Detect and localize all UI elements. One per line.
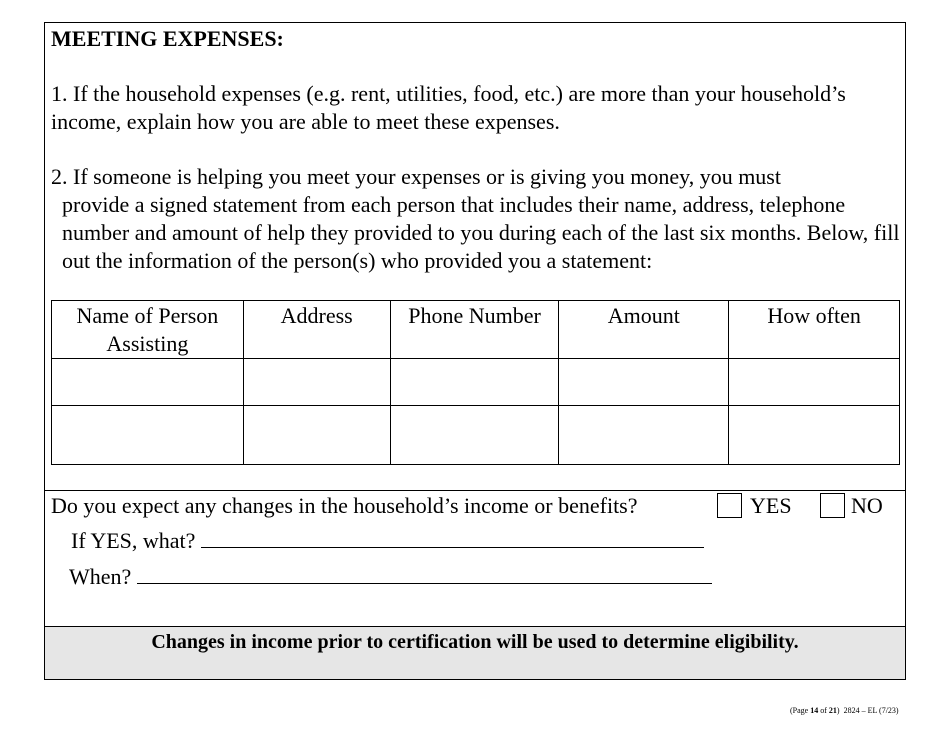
when-row: [69, 561, 712, 591]
form-frame: [44, 22, 906, 680]
address-cell[interactable]: [243, 406, 390, 465]
no-checkbox[interactable]: [820, 493, 845, 518]
instruction-item-1: 1. If the household expenses (e.g. rent, utilities, food, etc.) are more than your household’s income, explain how you are able to meet these expenses.: [51, 81, 846, 134]
if-yes-field[interactable]: [201, 525, 704, 548]
amount-cell[interactable]: [559, 406, 729, 465]
helpers-table: [51, 300, 900, 465]
yes-checkbox[interactable]: [717, 493, 742, 518]
column-header-address: Address: [243, 301, 390, 359]
if-yes-row: [71, 525, 704, 555]
frequency-cell[interactable]: [729, 359, 900, 406]
instruction-item-2-first-line: 2. If someone is helping you meet your expenses or is giving you money, you must: [51, 164, 781, 189]
table-row: [52, 406, 900, 465]
column-header-name: Name of Person Assisting: [52, 301, 244, 359]
if-yes-label: If YES, what?: [71, 528, 196, 553]
page-suffix: ): [836, 706, 840, 715]
no-label: NO: [851, 493, 883, 518]
meeting-expenses-section: [45, 23, 905, 491]
address-cell[interactable]: [243, 359, 390, 406]
yes-label: YES: [750, 493, 792, 518]
page-current: 14: [810, 706, 819, 715]
table-row: [52, 359, 900, 406]
amount-cell[interactable]: [559, 359, 729, 406]
instruction-item-2-continuation: provide a signed statement from each person that includes their name, address, telephone number and amount of help they provided to you during each of the last six months. Below, fill out the information of the person(s) who provided you a statement:: [62, 192, 900, 273]
form-code: 2824 – EL (7/23): [843, 706, 899, 715]
eligibility-note: Changes in income prior to certification will be used to determine eligibility.: [151, 631, 799, 653]
when-field[interactable]: [137, 561, 712, 584]
table-header-row: [52, 301, 900, 359]
name-cell[interactable]: [52, 359, 244, 406]
income-changes-section: [45, 491, 905, 627]
name-cell[interactable]: [52, 406, 244, 465]
page-of: of: [818, 706, 829, 715]
phone-cell[interactable]: [390, 406, 559, 465]
phone-cell[interactable]: [390, 359, 559, 406]
eligibility-note-section: [45, 627, 905, 679]
column-header-frequency: How often: [729, 301, 900, 359]
instruction-item-2: [51, 163, 901, 275]
page-prefix: (Page: [790, 706, 811, 715]
section-heading: MEETING EXPENSES:: [51, 26, 284, 51]
when-label: When?: [69, 564, 132, 589]
page-total: 21: [828, 706, 837, 715]
column-header-amount: Amount: [559, 301, 729, 359]
income-change-question: Do you expect any changes in the household’s income or benefits?: [51, 493, 638, 518]
page-footer: [790, 706, 899, 715]
frequency-cell[interactable]: [729, 406, 900, 465]
column-header-phone: Phone Number: [390, 301, 559, 359]
